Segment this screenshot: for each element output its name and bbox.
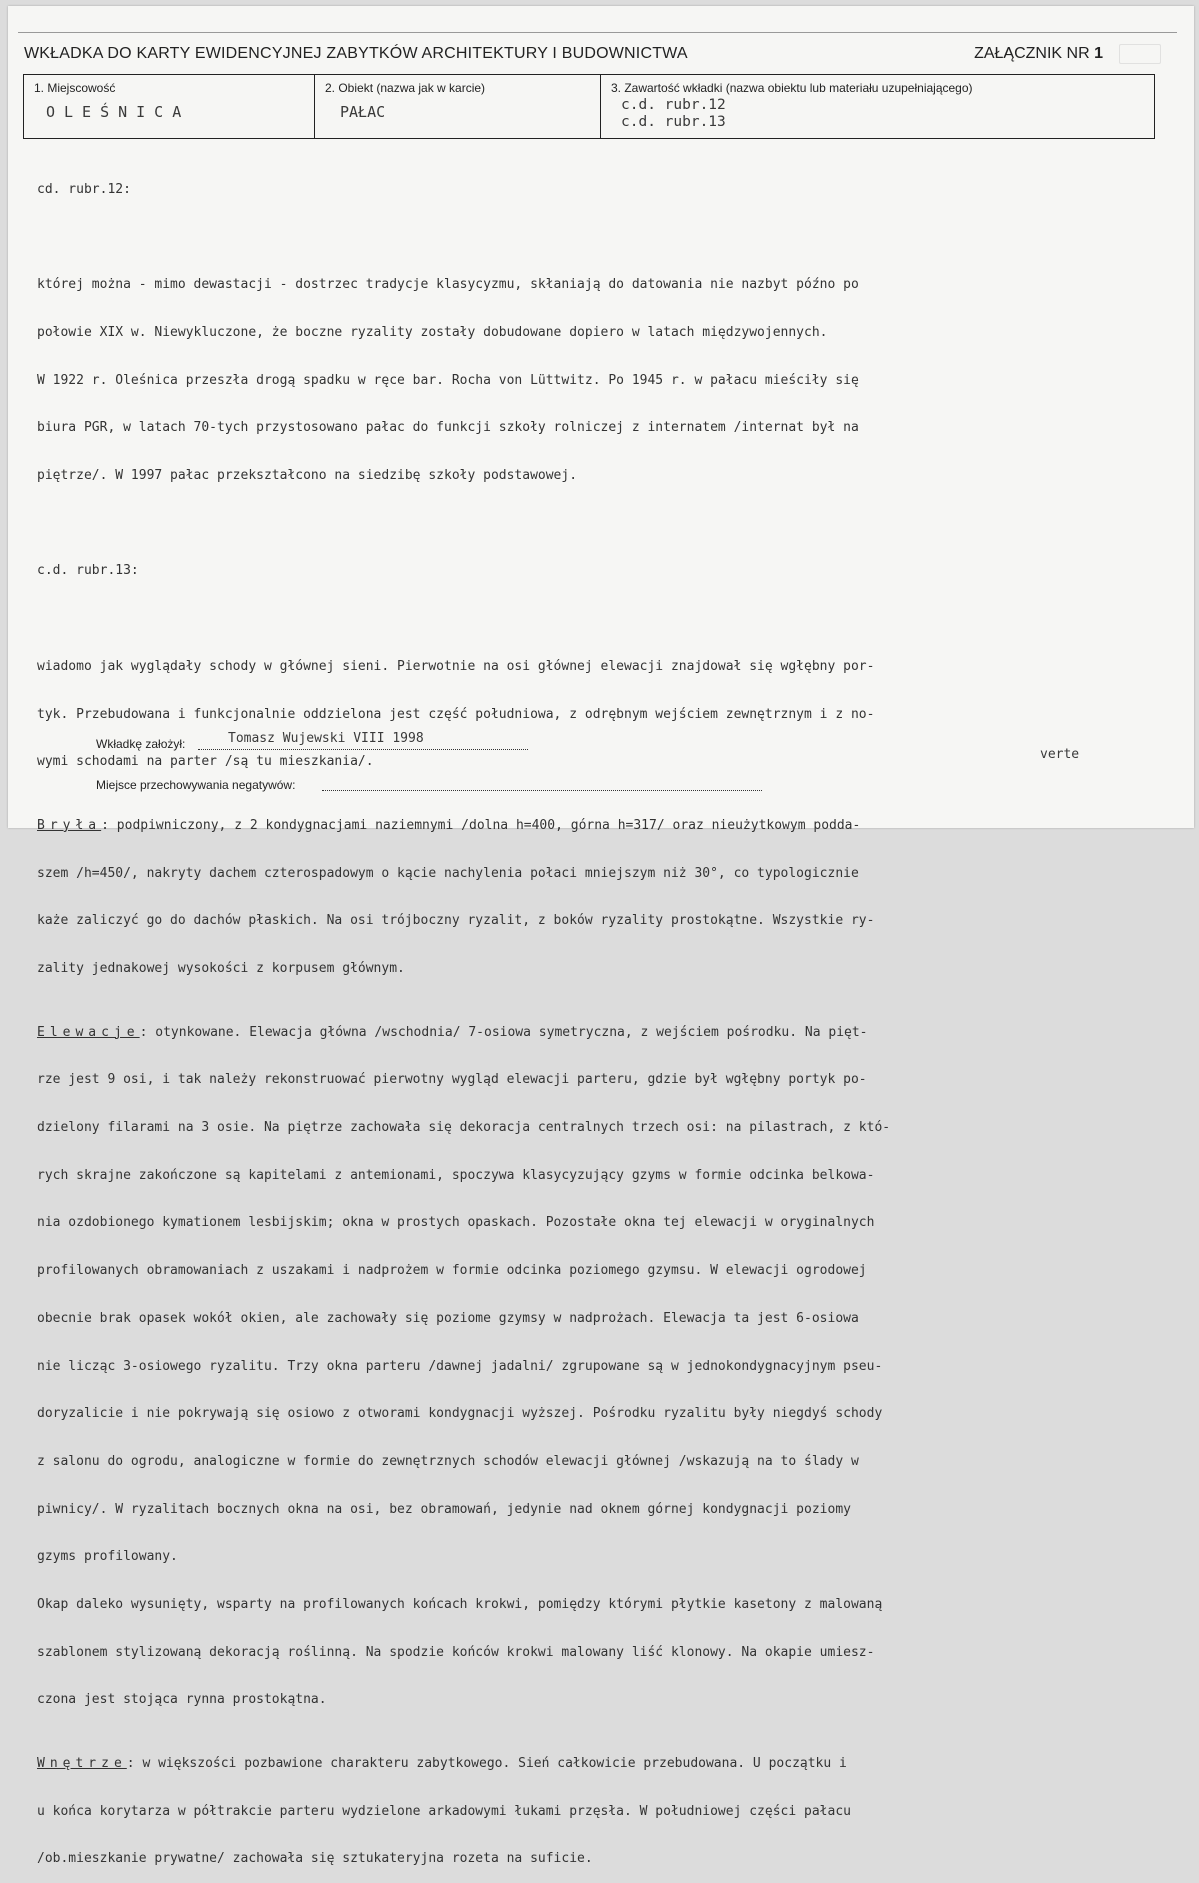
object-label: 2. Obiekt (nazwa jak w karcie) xyxy=(325,81,486,95)
contents-line-2: c.d. rubr.13 xyxy=(621,114,726,130)
annex-label xyxy=(974,45,1103,63)
wnetrze-line-1: Wnętrze: w większości pozbawione charakteru zabytkowego. Sień całkowicie przebudowana. U początku i xyxy=(37,1756,847,1772)
bryla-line-2: szem /h=450/, nakryty dachem czterospadowym o kącie nachylenia połaci mniejszym niż 30°, co typologicznie xyxy=(37,865,859,881)
bryla-label: Bryła xyxy=(37,817,102,833)
elewacje-line-3: dzielony filarami na 3 osie. Na piętrze zachowała się dekoracja centralnych trzech osi: na pilastrach, z któ- xyxy=(37,1119,891,1135)
elewacje-line-13: Okap daleko wysunięty, wsparty na profilowanych końcach krokwi, pomiędzy którymi płytkie kasetony z malowaną xyxy=(37,1597,883,1613)
negatives-dotted-line xyxy=(322,780,762,791)
contents-line-1: c.d. rubr.12 xyxy=(621,97,726,113)
elewacje-line-4: rych skrajne zakończone są kapitelami z antemionami, spoczywa klasycyzujący gzyms w formie odcinka belkowa- xyxy=(37,1167,875,1183)
elewacje-label: Elewacje xyxy=(37,1024,140,1040)
section12-line-1: której można - mimo dewastacji - dostrzec tradycje klasycyzmu, skłaniają do datowania nie nazbyt późno po xyxy=(37,277,859,293)
verte-note: verte xyxy=(1040,747,1080,762)
bryla-line-3: każe zaliczyć go do dachów płaskich. Na osi trójboczny ryzalit, z boków ryzality prostokątne. Wszystkie ry- xyxy=(37,913,875,929)
object-value: PAŁAC xyxy=(340,103,386,121)
corner-stamp xyxy=(1119,44,1161,64)
negatives-label: Miejsce przechowywania negatywów: xyxy=(96,778,296,792)
elewacje-line-10: z salonu do ogrodu, analogiczne w formie do zewnętrznych schodów elewacji głównej /wskazują na to ślady w xyxy=(37,1453,859,1469)
annex-text: ZAŁĄCZNIK NR xyxy=(974,45,1090,62)
locality-label: 1. Miejscowość xyxy=(34,81,116,95)
document-title: WKŁADKA DO KARTY EWIDENCYJNEJ ZABYTKÓW ARCHITEKTURY I BUDOWNICTWA xyxy=(24,45,688,62)
document-body xyxy=(37,150,1157,1883)
elewacje-line-8: nie licząc 3-osiowego ryzalitu. Trzy okna parteru /dawnej jadalni/ zgrupowane są w jednokondygnacyjnym pseu- xyxy=(37,1358,883,1374)
elewacje-line-11: piwnicy/. W ryzalitach bocznych okna na osi, bez obramowań, jedynie nad oknem górnej kondygnacji poziomy xyxy=(37,1501,851,1517)
annex-number: 1 xyxy=(1094,45,1103,62)
section12-line-2: połowie XIX w. Niewykluczone, że boczne ryzality zostały dobudowane dopiero w latach międzywojennych. xyxy=(37,324,828,340)
contents-value xyxy=(621,97,726,131)
section13-intro-2: tyk. Przebudowana i funkcjonalnie oddzielona jest część południowa, z odrębnym wejściem zewnętrznym i z no- xyxy=(37,706,875,722)
elewacje-line-6: profilowanych obramowaniach z uszakami i nadprożem w formie odcinka poziomego gzymsu. W elewacji ogrodowej xyxy=(37,1263,867,1279)
section12-heading: cd. rubr.12: xyxy=(37,181,131,197)
elewacje-line-9: doryzalicie i nie pokrywają się osiowo z otworami kondygnacji wyższej. Pośrodku ryzalitu były niegdyś schody xyxy=(37,1406,883,1422)
section13-intro-3: wymi schodami na parter /są tu mieszkania/. xyxy=(37,754,374,770)
wnetrze-line-3: /ob.mieszkanie prywatne/ zachowała się sztukateryjna rozeta na suficie. xyxy=(37,1851,593,1867)
header-fields-table xyxy=(23,74,1155,139)
elewacje-line-14: szablonem stylizowaną dekoracją roślinną. Na spodzie końców krokwi malowany liść klonowy. Na okapie umiesz- xyxy=(37,1644,875,1660)
bryla-line-1: Bryła: podpiwniczony, z 2 kondygnacjami naziemnymi /dolna h=400, górna h=317/ oraz nieużytkowym podda- xyxy=(37,817,861,833)
elewacje-line-5: nia ozdobionego kymationem lesbijskim; okna w prostych opaskach. Pozostałe okna tej elewacji w oryginalnych xyxy=(37,1215,875,1231)
section12-line-4: biura PGR, w latach 70-tych przystosowano pałac do funkcji szkoły rolniczej z internatem /internat był na xyxy=(37,420,859,436)
elewacje-line-1: Elewacje: otynkowane. Elewacja główna /wschodnia/ 7-osiowa symetryczna, z wejściem pośrodku. Na pięt- xyxy=(37,1024,868,1040)
object-cell xyxy=(315,75,601,138)
top-rule xyxy=(18,32,1177,33)
author-value: Tomasz Wujewski VIII 1998 xyxy=(228,731,424,746)
section12-line-5: piętrze/. W 1997 pałac przekształcono na siedzibę szkoły podstawowej. xyxy=(37,468,578,484)
elewacje-line-7: obecnie brak opasek wokół okien, ale zachowały się poziome gzymsy w nadprożach. Elewacja ta jest 6-osiowa xyxy=(37,1310,859,1326)
contents-label: 3. Zawartość wkładki (nazwa obiektu lub materiału uzupełniającego) xyxy=(611,81,973,95)
author-label: Wkładkę założył: xyxy=(96,737,186,751)
wnetrze-line-2: u końca korytarza w półtrakcie parteru wydzielone arkadowymi łukami przęsła. W południowej części pałacu xyxy=(37,1803,851,1819)
section12-line-3: W 1922 r. Oleśnica przeszła drogą spadku w ręce bar. Rocha von Lüttwitz. Po 1945 r. w pałacu mieściły się xyxy=(37,372,859,388)
elewacje-line-2: rze jest 9 osi, i tak należy rekonstruować pierwotny wygląd elewacji parteru, gdzie był wgłębny portyk po- xyxy=(37,1072,867,1088)
contents-cell xyxy=(601,75,1154,138)
wnetrze-label: Wnętrze xyxy=(37,1756,127,1772)
elewacje-line-12: gzyms profilowany. xyxy=(37,1549,178,1565)
locality-value: OLEŚNICA xyxy=(46,103,191,121)
bryla-line-4: zality jednakowej wysokości z korpusem głównym. xyxy=(37,960,405,976)
elewacje-line-15: czona jest stojąca rynna prostokątna. xyxy=(37,1692,327,1708)
section13-heading: c.d. rubr.13: xyxy=(37,563,139,579)
locality-cell xyxy=(24,75,315,138)
section13-intro-1: wiadomo jak wyglądały schody w głównej sieni. Pierwotnie na osi głównej elewacji znajdował się wgłębny por- xyxy=(37,658,875,674)
